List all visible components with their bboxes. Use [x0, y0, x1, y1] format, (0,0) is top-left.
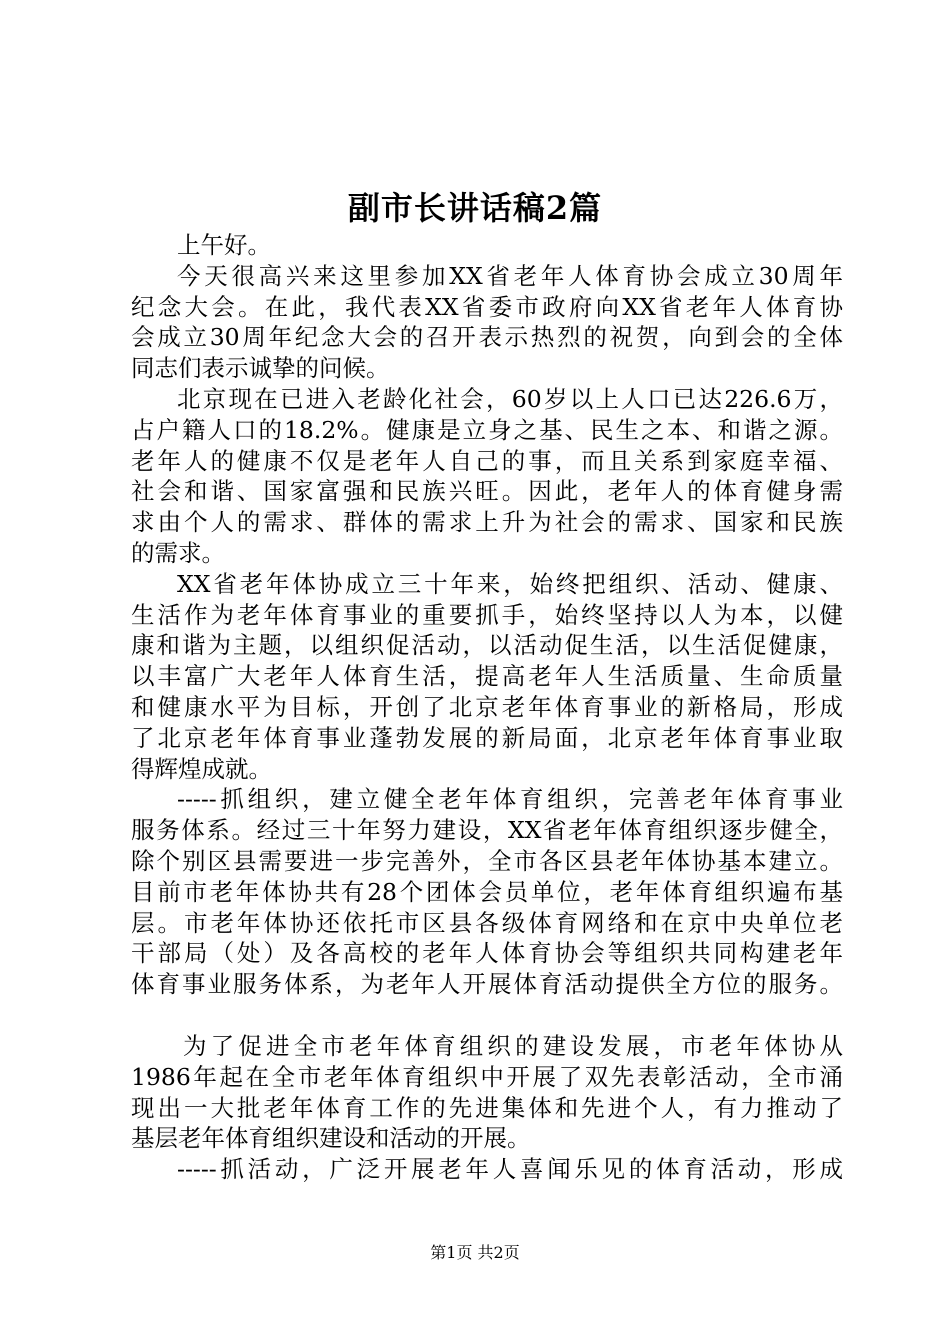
text-line: 的需求。	[131, 538, 225, 567]
text-line: 康和谐为主题，以组织促活动，以活动促生活，以生活促健康，	[131, 631, 843, 660]
text-line: 目前市老年体协共有28个团体会员单位，老年体育组织遍布基	[131, 877, 843, 906]
text-line: 今天很高兴来这里参加XX省老年人体育协会成立30周年	[177, 261, 843, 290]
text-line: 求由个人的需求、群体的需求上升为社会的需求、国家和民族	[131, 508, 843, 537]
text-line: 老年人的健康不仅是老年人自己的事，而且关系到家庭幸福、	[131, 446, 843, 475]
text-line: -----抓组织，建立健全老年体育组织，完善老年体育事业	[177, 785, 843, 814]
text-line: 上午好。	[177, 231, 271, 259]
text-line: 现出一大批老年体育工作的先进集体和先进个人，有力推动了	[131, 1093, 843, 1122]
text-line: 和健康水平为目标，开创了北京老年体育事业的新格局，形成	[131, 692, 843, 721]
document-title: 副市长讲话稿2篇	[347, 189, 603, 227]
text-line: 为了促进全市老年体育组织的建设发展，市老年体协从	[183, 1031, 843, 1060]
text-line: 基层老年体育组织建设和活动的开展。	[131, 1124, 531, 1153]
text-line: 除个别区县需要进一步完善外，全市各区县老年体协基本建立。	[131, 846, 843, 875]
text-line: 同志们表示诚挚的问候。	[131, 354, 390, 383]
document-body	[131, 230, 843, 1185]
text-line: 体育事业服务体系，为老年人开展体育活动提供全方位的服务。	[131, 970, 843, 999]
page-number: 第1页 共2页	[430, 1243, 520, 1262]
text-line: 了北京老年体育事业蓬勃发展的新局面，北京老年体育事业取	[131, 723, 843, 752]
text-line: 生活作为老年体育事业的重要抓手，始终坚持以人为本，以健	[131, 600, 843, 629]
text-line: 纪念大会。在此，我代表XX省委市政府向XX省老年人体育协	[131, 292, 843, 321]
text-line: 占户籍人口的18.2%。健康是立身之基、民生之本、和谐之源。	[131, 415, 843, 444]
text-line: 服务体系。经过三十年努力建设，XX省老年体育组织逐步健全，	[131, 816, 843, 845]
text-line: -----抓活动，广泛开展老年人喜闻乐见的体育活动，形成	[177, 1155, 843, 1184]
text-line: 北京现在已进入老龄化社会，60岁以上人口已达226.6万，	[177, 384, 843, 413]
text-line: XX省老年体协成立三十年来，始终把组织、活动、健康、	[177, 569, 843, 598]
text-line: 社会和谐、国家富强和民族兴旺。因此，老年人的体育健身需	[131, 477, 843, 506]
paragraph-gap	[131, 1000, 843, 1031]
text-line: 层。市老年体协还依托市区县各级体育网络和在京中央单位老	[131, 908, 843, 937]
text-line: 得辉煌成就。	[131, 754, 272, 783]
text-line: 会成立30周年纪念大会的召开表示热烈的祝贺，向到会的全体	[131, 323, 843, 352]
text-line: 以丰富广大老年人体育生活，提高老年人生活质量、生命质量	[131, 662, 843, 691]
text-line: 1986年起在全市老年体育组织中开展了双先表彰活动，全市涌	[131, 1062, 843, 1091]
text-line: 干部局（处）及各高校的老年人体育协会等组织共同构建老年	[131, 939, 843, 968]
